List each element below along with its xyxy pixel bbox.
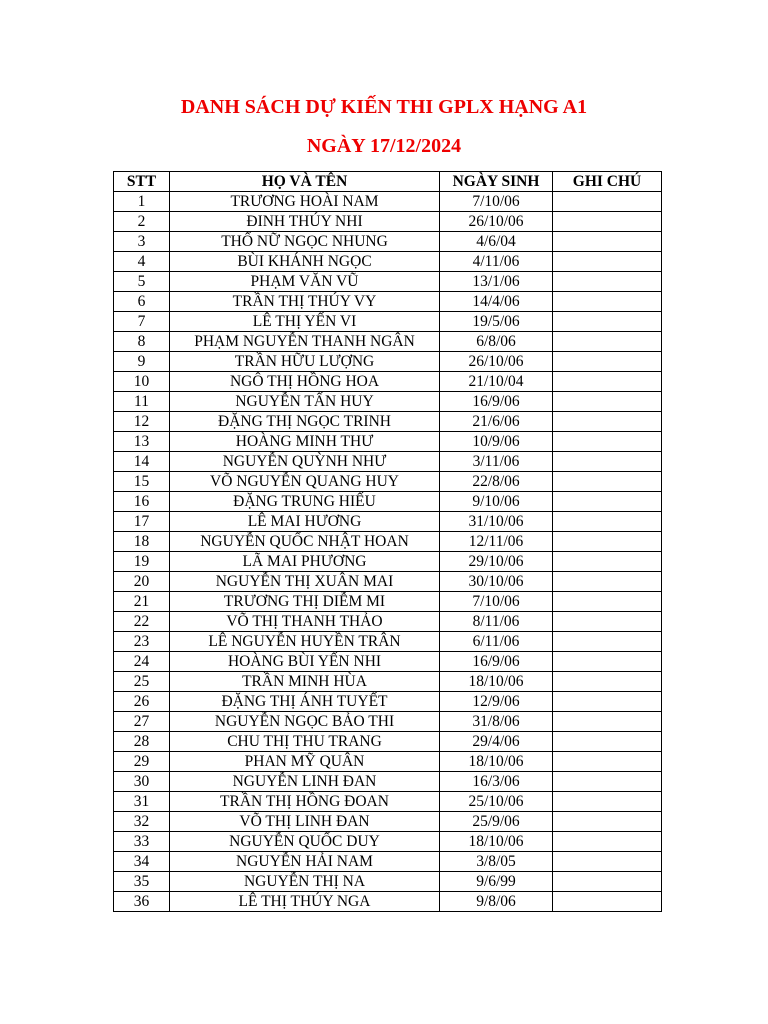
cell-stt: 22 bbox=[114, 612, 170, 632]
cell-stt: 24 bbox=[114, 652, 170, 672]
cell-dob: 18/10/06 bbox=[440, 672, 553, 692]
cell-stt: 4 bbox=[114, 252, 170, 272]
cell-name: NGUYỄN LINH ĐAN bbox=[170, 772, 440, 792]
candidate-table bbox=[113, 171, 662, 912]
cell-note bbox=[553, 892, 662, 912]
cell-name: NGUYỄN HẢI NAM bbox=[170, 852, 440, 872]
cell-name: THỔ NỮ NGỌC NHUNG bbox=[170, 232, 440, 252]
table-row bbox=[114, 512, 662, 532]
table-row bbox=[114, 212, 662, 232]
cell-dob: 12/9/06 bbox=[440, 692, 553, 712]
table-row bbox=[114, 432, 662, 452]
cell-stt: 16 bbox=[114, 492, 170, 512]
cell-name: ĐẶNG TRUNG HIẾU bbox=[170, 492, 440, 512]
cell-stt: 34 bbox=[114, 852, 170, 872]
cell-dob: 6/11/06 bbox=[440, 632, 553, 652]
cell-stt: 2 bbox=[114, 212, 170, 232]
cell-dob: 14/4/06 bbox=[440, 292, 553, 312]
cell-name: LÊ THỊ YẾN VI bbox=[170, 312, 440, 332]
cell-stt: 35 bbox=[114, 872, 170, 892]
cell-dob: 29/10/06 bbox=[440, 552, 553, 572]
cell-note bbox=[553, 492, 662, 512]
cell-stt: 3 bbox=[114, 232, 170, 252]
cell-dob: 6/8/06 bbox=[440, 332, 553, 352]
cell-stt: 17 bbox=[114, 512, 170, 532]
cell-dob: 31/10/06 bbox=[440, 512, 553, 532]
cell-stt: 15 bbox=[114, 472, 170, 492]
page-title: DANH SÁCH DỰ KIẾN THI GPLX HẠNG A1 bbox=[180, 96, 588, 118]
cell-stt: 1 bbox=[114, 192, 170, 212]
cell-name: ĐINH THÚY NHI bbox=[170, 212, 440, 232]
cell-note bbox=[553, 412, 662, 432]
cell-name: VÕ NGUYỄN QUANG HUY bbox=[170, 472, 440, 492]
table-row bbox=[114, 632, 662, 652]
cell-name: PHẠM VĂN VŨ bbox=[170, 272, 440, 292]
cell-note bbox=[553, 512, 662, 532]
table-row bbox=[114, 492, 662, 512]
cell-note bbox=[553, 392, 662, 412]
cell-name: TRẦN HỮU LƯỢNG bbox=[170, 352, 440, 372]
cell-stt: 25 bbox=[114, 672, 170, 692]
cell-name: CHU THỊ THU TRANG bbox=[170, 732, 440, 752]
cell-dob: 25/9/06 bbox=[440, 812, 553, 832]
table-row bbox=[114, 552, 662, 572]
cell-stt: 8 bbox=[114, 332, 170, 352]
cell-note bbox=[553, 252, 662, 272]
cell-note bbox=[553, 772, 662, 792]
cell-stt: 32 bbox=[114, 812, 170, 832]
cell-dob: 10/9/06 bbox=[440, 432, 553, 452]
cell-dob: 12/11/06 bbox=[440, 532, 553, 552]
cell-dob: 4/6/04 bbox=[440, 232, 553, 252]
cell-name: NGUYỄN TẤN HUY bbox=[170, 392, 440, 412]
cell-name: TRẦN THỊ HỒNG ĐOAN bbox=[170, 792, 440, 812]
exam-date: NGÀY 17/12/2024 bbox=[306, 135, 462, 157]
cell-note bbox=[553, 732, 662, 752]
table-row bbox=[114, 312, 662, 332]
cell-stt: 27 bbox=[114, 712, 170, 732]
cell-stt: 7 bbox=[114, 312, 170, 332]
cell-stt: 18 bbox=[114, 532, 170, 552]
cell-dob: 25/10/06 bbox=[440, 792, 553, 812]
cell-note bbox=[553, 812, 662, 832]
cell-dob: 3/11/06 bbox=[440, 452, 553, 472]
cell-name: LÃ MAI PHƯƠNG bbox=[170, 552, 440, 572]
cell-note bbox=[553, 452, 662, 472]
cell-dob: 9/10/06 bbox=[440, 492, 553, 512]
table-row bbox=[114, 572, 662, 592]
cell-note bbox=[553, 572, 662, 592]
cell-note bbox=[553, 792, 662, 812]
table-row bbox=[114, 852, 662, 872]
table-row bbox=[114, 612, 662, 632]
cell-dob: 30/10/06 bbox=[440, 572, 553, 592]
cell-stt: 11 bbox=[114, 392, 170, 412]
table-row bbox=[114, 532, 662, 552]
cell-note bbox=[553, 692, 662, 712]
cell-stt: 12 bbox=[114, 412, 170, 432]
cell-stt: 19 bbox=[114, 552, 170, 572]
cell-stt: 28 bbox=[114, 732, 170, 752]
cell-stt: 21 bbox=[114, 592, 170, 612]
cell-stt: 6 bbox=[114, 292, 170, 312]
cell-name: BÙI KHÁNH NGỌC bbox=[170, 252, 440, 272]
cell-note bbox=[553, 332, 662, 352]
cell-name: ĐẶNG THỊ NGỌC TRINH bbox=[170, 412, 440, 432]
cell-note bbox=[553, 632, 662, 652]
cell-note bbox=[553, 232, 662, 252]
table-row bbox=[114, 412, 662, 432]
cell-dob: 31/8/06 bbox=[440, 712, 553, 732]
cell-name: TRẦN MINH HÙA bbox=[170, 672, 440, 692]
table-row bbox=[114, 392, 662, 412]
cell-name: LÊ THỊ THÚY NGA bbox=[170, 892, 440, 912]
cell-dob: 9/6/99 bbox=[440, 872, 553, 892]
cell-name: NGÔ THỊ HỒNG HOA bbox=[170, 372, 440, 392]
cell-name: NGUYỄN THỊ XUÂN MAI bbox=[170, 572, 440, 592]
table-row bbox=[114, 272, 662, 292]
cell-name: LÊ MAI HƯƠNG bbox=[170, 512, 440, 532]
cell-stt: 20 bbox=[114, 572, 170, 592]
table-row bbox=[114, 372, 662, 392]
table-row bbox=[114, 672, 662, 692]
cell-stt: 5 bbox=[114, 272, 170, 292]
cell-name: PHAN MỸ QUÂN bbox=[170, 752, 440, 772]
cell-stt: 29 bbox=[114, 752, 170, 772]
cell-note bbox=[553, 592, 662, 612]
cell-name: PHẠM NGUYỄN THANH NGÂN bbox=[170, 332, 440, 352]
table-row bbox=[114, 192, 662, 212]
table-row bbox=[114, 872, 662, 892]
table-body bbox=[114, 192, 662, 912]
column-header-stt: STT bbox=[114, 172, 170, 192]
cell-name: LÊ NGUYỄN HUYỀN TRÂN bbox=[170, 632, 440, 652]
table-row bbox=[114, 592, 662, 612]
cell-name: NGUYỄN NGỌC BẢO THI bbox=[170, 712, 440, 732]
cell-stt: 13 bbox=[114, 432, 170, 452]
cell-name: HOÀNG MINH THƯ bbox=[170, 432, 440, 452]
table-row bbox=[114, 752, 662, 772]
table-row bbox=[114, 772, 662, 792]
cell-name: HOÀNG BÙI YẾN NHI bbox=[170, 652, 440, 672]
cell-dob: 8/11/06 bbox=[440, 612, 553, 632]
table-row bbox=[114, 252, 662, 272]
table-row bbox=[114, 792, 662, 812]
cell-dob: 21/6/06 bbox=[440, 412, 553, 432]
cell-note bbox=[553, 312, 662, 332]
cell-dob: 18/10/06 bbox=[440, 752, 553, 772]
cell-note bbox=[553, 292, 662, 312]
cell-note bbox=[553, 432, 662, 452]
cell-dob: 16/9/06 bbox=[440, 392, 553, 412]
cell-dob: 26/10/06 bbox=[440, 212, 553, 232]
cell-name: NGUYỄN THỊ NA bbox=[170, 872, 440, 892]
cell-note bbox=[553, 752, 662, 772]
table-row bbox=[114, 352, 662, 372]
column-header-note: GHI CHÚ bbox=[553, 172, 662, 192]
cell-dob: 7/10/06 bbox=[440, 592, 553, 612]
cell-name: ĐẶNG THỊ ÁNH TUYẾT bbox=[170, 692, 440, 712]
cell-dob: 21/10/04 bbox=[440, 372, 553, 392]
cell-dob: 29/4/06 bbox=[440, 732, 553, 752]
cell-note bbox=[553, 852, 662, 872]
table-row bbox=[114, 472, 662, 492]
cell-note bbox=[553, 712, 662, 732]
cell-stt: 31 bbox=[114, 792, 170, 812]
table-header-row bbox=[114, 172, 662, 192]
table-row bbox=[114, 232, 662, 252]
cell-stt: 14 bbox=[114, 452, 170, 472]
cell-name: NGUYỄN QUỐC DUY bbox=[170, 832, 440, 852]
cell-note bbox=[553, 872, 662, 892]
table-row bbox=[114, 292, 662, 312]
cell-name: TRƯƠNG HOÀI NAM bbox=[170, 192, 440, 212]
cell-stt: 23 bbox=[114, 632, 170, 652]
column-header-name: HỌ VÀ TÊN bbox=[170, 172, 440, 192]
table-row bbox=[114, 832, 662, 852]
cell-note bbox=[553, 372, 662, 392]
cell-dob: 19/5/06 bbox=[440, 312, 553, 332]
cell-stt: 10 bbox=[114, 372, 170, 392]
cell-dob: 22/8/06 bbox=[440, 472, 553, 492]
cell-note bbox=[553, 472, 662, 492]
cell-dob: 4/11/06 bbox=[440, 252, 553, 272]
cell-dob: 16/3/06 bbox=[440, 772, 553, 792]
table-row bbox=[114, 452, 662, 472]
cell-note bbox=[553, 612, 662, 632]
table-row bbox=[114, 692, 662, 712]
column-header-dob: NGÀY SINH bbox=[440, 172, 553, 192]
cell-note bbox=[553, 832, 662, 852]
cell-stt: 33 bbox=[114, 832, 170, 852]
cell-name: TRƯƠNG THỊ DIỄM MI bbox=[170, 592, 440, 612]
table-row bbox=[114, 732, 662, 752]
cell-name: TRẦN THỊ THÚY VY bbox=[170, 292, 440, 312]
cell-name: NGUYỄN QUỲNH NHƯ bbox=[170, 452, 440, 472]
table-row bbox=[114, 652, 662, 672]
cell-note bbox=[553, 652, 662, 672]
cell-dob: 18/10/06 bbox=[440, 832, 553, 852]
cell-stt: 26 bbox=[114, 692, 170, 712]
cell-note bbox=[553, 272, 662, 292]
table-row bbox=[114, 812, 662, 832]
cell-dob: 9/8/06 bbox=[440, 892, 553, 912]
cell-stt: 30 bbox=[114, 772, 170, 792]
cell-name: VÕ THỊ LINH ĐAN bbox=[170, 812, 440, 832]
table-row bbox=[114, 892, 662, 912]
cell-stt: 36 bbox=[114, 892, 170, 912]
cell-note bbox=[553, 192, 662, 212]
table-row bbox=[114, 712, 662, 732]
cell-name: NGUYỄN QUỐC NHẬT HOAN bbox=[170, 532, 440, 552]
cell-stt: 9 bbox=[114, 352, 170, 372]
cell-note bbox=[553, 352, 662, 372]
cell-dob: 3/8/05 bbox=[440, 852, 553, 872]
cell-note bbox=[553, 672, 662, 692]
cell-name: VÕ THỊ THANH THẢO bbox=[170, 612, 440, 632]
cell-note bbox=[553, 532, 662, 552]
table-row bbox=[114, 332, 662, 352]
cell-note bbox=[553, 552, 662, 572]
cell-dob: 13/1/06 bbox=[440, 272, 553, 292]
cell-dob: 7/10/06 bbox=[440, 192, 553, 212]
cell-dob: 26/10/06 bbox=[440, 352, 553, 372]
cell-note bbox=[553, 212, 662, 232]
cell-dob: 16/9/06 bbox=[440, 652, 553, 672]
